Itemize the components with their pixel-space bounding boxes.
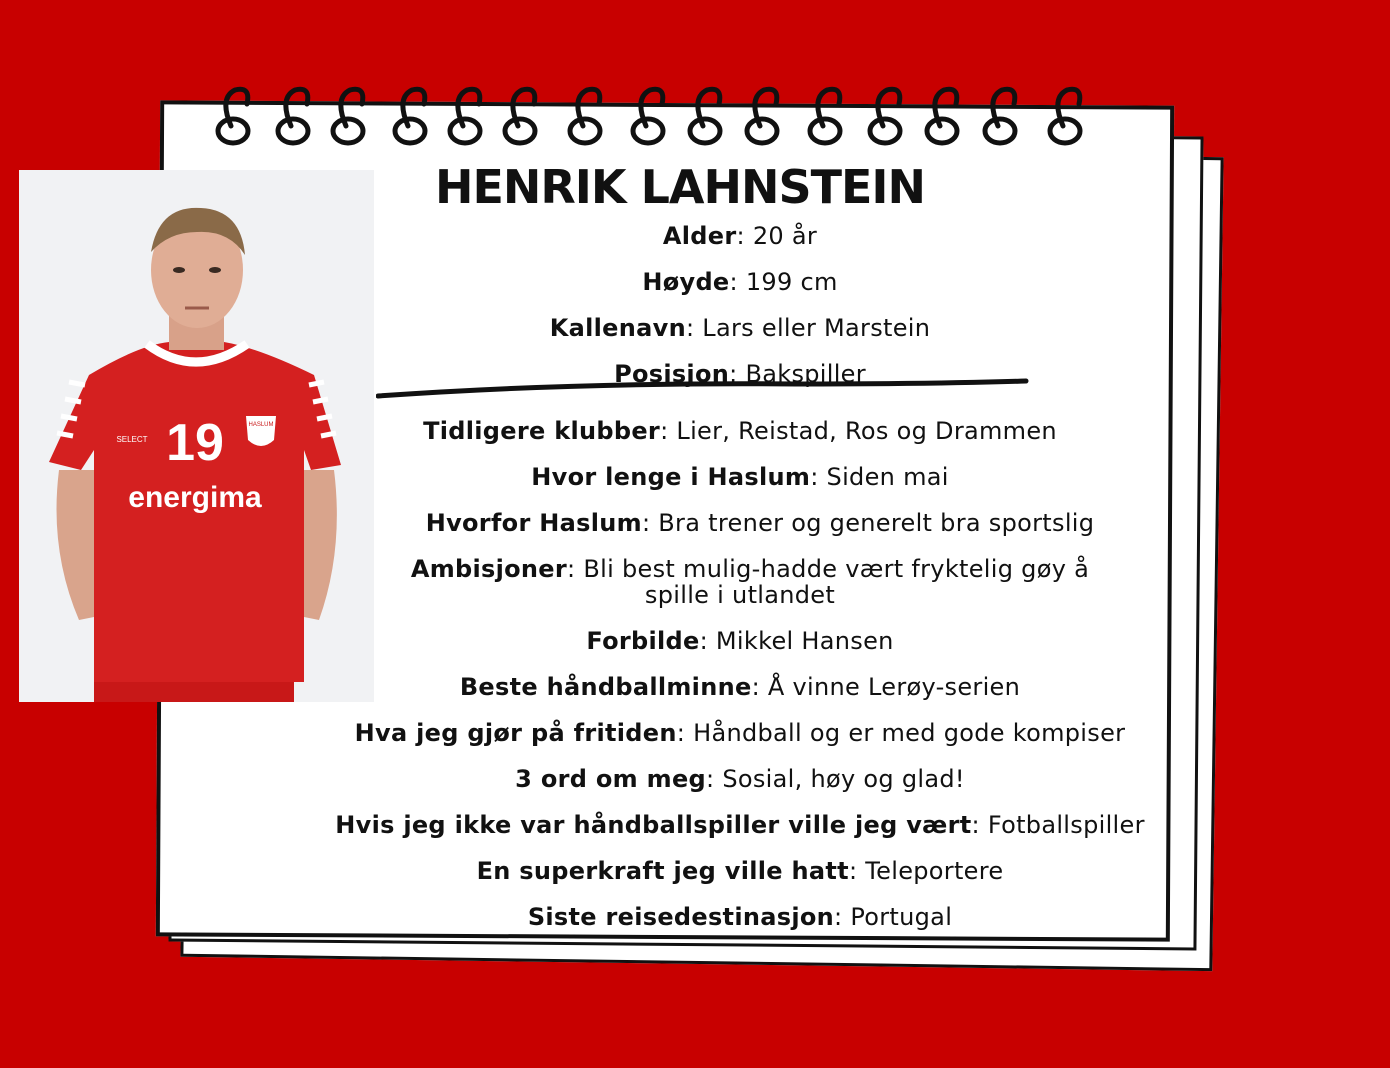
jersey-number: 19 — [166, 414, 224, 472]
fact-label: Tidligere klubber — [423, 417, 661, 445]
fact-age: Alder: 20 år — [662, 222, 818, 250]
fact-value: Lars eller Marstein — [702, 314, 931, 342]
fact-best-memory: Beste håndballminne: Å vinne Lerøy-serien — [459, 673, 1021, 701]
binding-ring-hole — [633, 119, 663, 143]
fact-value: Portugal — [850, 903, 953, 931]
fact-value: Mikkel Hansen — [715, 627, 894, 655]
club-badge-text: HASLUM — [248, 422, 274, 428]
fact-value: Fotballspiller — [987, 811, 1145, 839]
fact-label: Beste håndballminne — [459, 673, 752, 701]
binding-ring-hole — [810, 119, 840, 143]
fact-value: Teleportere — [865, 857, 1004, 885]
fact-label: Kallenavn — [549, 314, 686, 342]
fact-ambitions-line2 — [370, 581, 1110, 609]
fact-value: 199 cm — [745, 268, 838, 296]
binding-ring-hole — [985, 119, 1015, 143]
fact-value: Å vinne Lerøy-serien — [767, 673, 1021, 701]
fact-free-time: Hva jeg gjør på fritiden: Håndball og er med gode kompiser — [354, 719, 1126, 747]
fact-superpower: En superkraft jeg ville hatt: Teleportere — [476, 857, 1004, 885]
binding-ring-hole — [218, 119, 248, 143]
fact-ambitions: Ambisjoner: Bli best mulig-hadde vært fryktelig gøy å — [410, 555, 1090, 583]
binding-ring-hole — [870, 119, 900, 143]
binding-ring-hole — [278, 119, 308, 143]
fact-why-haslum: Hvorfor Haslum: Bra trener og generelt bra sportslig — [425, 509, 1095, 537]
binding-ring-hole — [1050, 119, 1080, 143]
spiral-binding — [0, 0, 1390, 160]
fact-label: Hvor lenge i Haslum — [531, 463, 811, 491]
fact-previous-clubs: Tidligere klubber: Lier, Reistad, Ros og Drammen — [423, 417, 1057, 445]
fact-label: Posisjon — [614, 360, 730, 388]
jersey-brand: SELECT — [116, 435, 148, 444]
fact-label: Hva jeg gjør på fritiden — [354, 719, 677, 747]
fact-last-destination: Siste reisedestinasjon: Portugal — [527, 903, 953, 931]
binding-ring-hole — [690, 119, 720, 143]
fact-label: Hvorfor Haslum — [425, 509, 642, 537]
fact-value: 20 år — [752, 222, 818, 250]
fact-label: Ambisjoner — [410, 555, 568, 583]
binding-ring-hole — [747, 119, 777, 143]
binding-ring-hole — [927, 119, 957, 143]
fact-label: En superkraft jeg ville hatt — [476, 857, 849, 885]
player-name: HENRIK LAHNSTEIN — [434, 160, 926, 214]
fact-time-in-haslum: Hvor lenge i Haslum: Siden mai — [531, 463, 949, 491]
binding-ring-hole — [570, 119, 600, 143]
fact-label: Forbilde — [586, 627, 700, 655]
fact-alternative-career: Hvis jeg ikke var håndballspiller ville jeg vært: Fotballspiller — [335, 811, 1145, 839]
fact-value: spille i utlandet — [644, 581, 836, 609]
fact-label: Siste reisedestinasjon — [527, 903, 835, 931]
fact-three-words: 3 ord om meg: Sosial, høy og glad! — [515, 765, 965, 793]
fact-value: Bra trener og generelt bra sportslig — [658, 509, 1095, 537]
fact-label: Alder — [662, 222, 737, 250]
jersey-sponsor: energima — [128, 481, 262, 514]
fact-value: Bli best mulig-hadde vært fryktelig gøy å — [583, 555, 1090, 583]
fact-value: Bakspiller — [745, 360, 866, 388]
binding-ring-hole — [505, 119, 535, 143]
club-badge-icon — [246, 416, 276, 446]
fact-label: Høyde — [642, 268, 730, 296]
fact-value: Sosial, høy og glad! — [722, 765, 965, 793]
binding-ring-hole — [395, 119, 425, 143]
fact-position: Posisjon: Bakspiller — [614, 360, 866, 388]
fact-nickname: Kallenavn: Lars eller Marstein — [549, 314, 931, 342]
fact-label: 3 ord om meg — [515, 765, 707, 793]
fact-value: Lier, Reistad, Ros og Drammen — [676, 417, 1057, 445]
player-photo — [19, 170, 374, 702]
fact-role-model: Forbilde: Mikkel Hansen — [586, 627, 894, 655]
fact-label: Hvis jeg ikke var håndballspiller ville jeg vært — [335, 811, 972, 839]
fact-height: Høyde: 199 cm — [642, 268, 838, 296]
binding-ring-hole — [333, 119, 363, 143]
binding-ring-hole — [450, 119, 480, 143]
fact-value: Håndball og er med gode kompiser — [693, 719, 1126, 747]
fact-value: Siden mai — [826, 463, 949, 491]
